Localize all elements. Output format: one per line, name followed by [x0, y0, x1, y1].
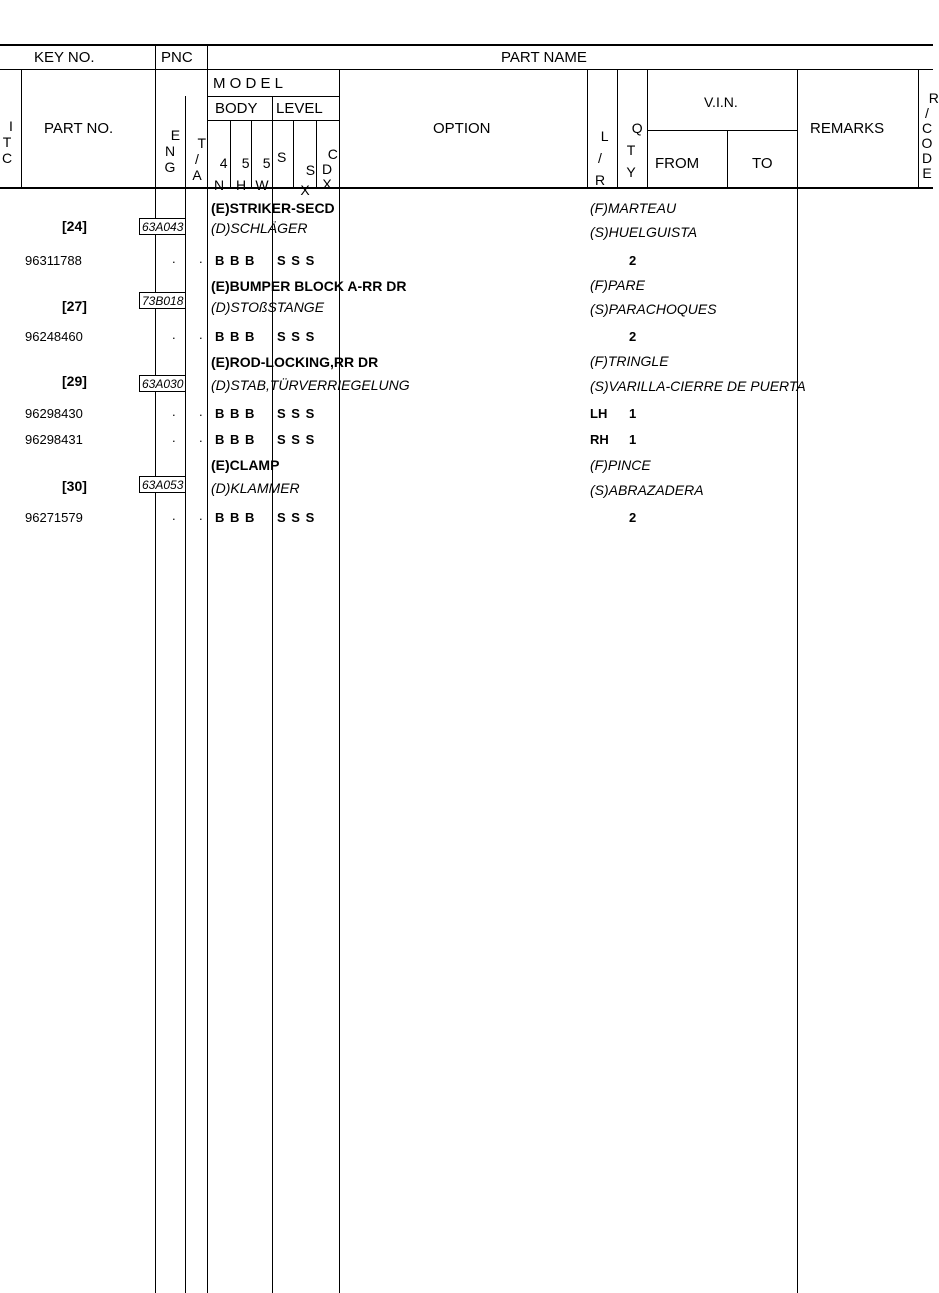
entry-24-name-e: (E)STRIKER-SECD	[211, 200, 335, 216]
entry-27-row-1-qty: 2	[629, 329, 637, 344]
entry-27-name-s: (S)PARACHOQUES	[590, 301, 717, 317]
entry-27-row-1-model: B B B	[215, 329, 256, 344]
entry-27-row-1-eng: .	[172, 327, 176, 342]
col-line-option	[339, 69, 340, 1293]
entry-29-row-1-level: S S S	[277, 406, 316, 421]
header-key-no: KEY NO.	[34, 49, 95, 66]
col-line-qty	[617, 69, 618, 189]
entry-30-name-e: (E)CLAMP	[211, 457, 280, 473]
header-level-s: S	[277, 149, 287, 165]
entry-29-row-1-qty: 1	[629, 406, 637, 421]
entry-30-row-1-level: S S S	[277, 510, 316, 525]
entry-29-row-1-ta: .	[199, 404, 203, 419]
header-itc: I T C	[1, 118, 13, 166]
entry-30-row-1-eng: .	[172, 508, 176, 523]
entry-24-row-1-part-no: 96311788	[25, 253, 82, 268]
body-level-rule	[207, 120, 339, 121]
col-line-lr	[587, 69, 588, 189]
entry-27-row-1-ta: .	[199, 327, 203, 342]
entry-27-key: [27]	[62, 298, 87, 314]
entry-27-row-1-part-no: 96248460	[25, 329, 83, 344]
entry-30-row-1-model: B B B	[215, 510, 256, 525]
entry-30-row-1-qty: 2	[629, 510, 637, 525]
header-level-sx: S X	[300, 162, 316, 198]
col-line-body-5-5	[251, 120, 252, 189]
col-line-level-sx-cdx	[316, 120, 317, 189]
entry-29-row-2-lr: RH	[590, 432, 609, 447]
entry-29-row-2-part-no: 96298431	[25, 432, 83, 447]
entry-29-row-2-qty: 1	[629, 432, 637, 447]
entry-30-row-1-ta: .	[199, 508, 203, 523]
col-line-body-4-5	[230, 120, 231, 189]
entry-27-name-d: (D)STOßSTANGE	[211, 299, 325, 315]
header-bottom-rule	[0, 187, 933, 189]
header-body-5w: 5 W	[255, 155, 271, 193]
col-line-pnc-right	[207, 44, 208, 1293]
entry-24-row-1-eng: .	[172, 251, 176, 266]
col-line-eng-ta	[185, 96, 186, 1293]
entry-29-pnc: 63A030	[139, 375, 186, 392]
entry-27-row-1-level: S S S	[277, 329, 316, 344]
header-qty: Q T Y	[626, 120, 643, 180]
entry-29-row-2-ta: .	[199, 430, 203, 445]
header-second-rule	[0, 69, 933, 70]
header-lr: L / R	[594, 128, 609, 188]
entry-29-name-d: (D)STAB,TÜRVERRIEGELUNG	[211, 377, 410, 393]
header-top-rule	[0, 44, 933, 46]
header-from: FROM	[655, 155, 700, 172]
entry-29-name-e: (E)ROD-LOCKING,RR DR	[211, 354, 379, 370]
header-vin: V.I.N.	[704, 94, 738, 110]
col-line-vin	[647, 69, 648, 189]
entry-29-key: [29]	[62, 373, 87, 389]
entry-24-row-1-ta: .	[199, 251, 203, 266]
header-to: TO	[752, 155, 773, 172]
entry-30-name-s: (S)ABRAZADERA	[590, 482, 704, 498]
col-line-rcode	[918, 69, 919, 189]
entry-29-row-1-eng: .	[172, 404, 176, 419]
entry-24-name-d: (D)SCHLÄGER	[211, 220, 308, 236]
entry-24-row-1-qty: 2	[629, 253, 637, 268]
header-body-5h: 5 H	[235, 155, 250, 193]
entry-29-row-2-model: B B B	[215, 432, 256, 447]
entry-27-name-f: (F)PARE	[590, 277, 645, 293]
entry-29-row-2-eng: .	[172, 430, 176, 445]
col-line-from-to	[727, 130, 728, 189]
header-option: OPTION	[433, 120, 491, 137]
header-body-4n: 4 N	[213, 155, 228, 193]
entry-29-row-1-lr: LH	[590, 406, 608, 421]
entry-30-key: [30]	[62, 478, 87, 494]
header-remarks: REMARKS	[810, 120, 885, 137]
entry-29-row-2-level: S S S	[277, 432, 316, 447]
col-line-itc	[21, 69, 22, 189]
header-part-no: PART NO.	[44, 120, 114, 137]
header-body: BODY	[215, 100, 258, 117]
entry-27-pnc: 73B018	[139, 292, 186, 309]
col-line-level-s-sx	[293, 120, 294, 189]
entry-29-row-1-model: B B B	[215, 406, 256, 421]
col-line-body-level	[272, 96, 273, 1293]
entry-30-row-1-part-no: 96271579	[25, 510, 83, 525]
entry-30-name-d: (D)KLAMMER	[211, 480, 300, 496]
header-pnc: PNC	[161, 49, 193, 66]
entry-24-pnc: 63A043	[139, 218, 186, 235]
entry-24-row-1-level: S S S	[277, 253, 316, 268]
entry-29-name-f: (F)TRINGLE	[590, 353, 669, 369]
header-model: M O D E L	[213, 75, 284, 92]
entry-24-key: [24]	[62, 218, 87, 234]
model-rule	[207, 96, 339, 97]
entry-24-row-1-model: B B B	[215, 253, 256, 268]
entry-29-name-s: (S)VARILLA-CIERRE DE PUERTA	[590, 378, 806, 394]
header-rcode: R / C O D E	[921, 90, 939, 181]
header-eng: E N G	[164, 127, 181, 175]
entry-27-name-e: (E)BUMPER BLOCK A-RR DR	[211, 278, 407, 294]
header-ta: T / A	[192, 135, 207, 183]
entry-24-name-f: (F)MARTEAU	[590, 200, 677, 216]
entry-29-row-1-part-no: 96298430	[25, 406, 83, 421]
entry-30-name-f: (F)PINCE	[590, 457, 651, 473]
entry-30-pnc: 63A053	[139, 476, 186, 493]
header-level: LEVEL	[276, 100, 323, 117]
col-line-remarks	[797, 69, 798, 1293]
vin-rule	[647, 130, 797, 131]
header-part-name: PART NAME	[501, 49, 587, 66]
entry-24-name-s: (S)HUELGUISTA	[590, 224, 698, 240]
header-level-cdx: C D X	[321, 146, 338, 192]
